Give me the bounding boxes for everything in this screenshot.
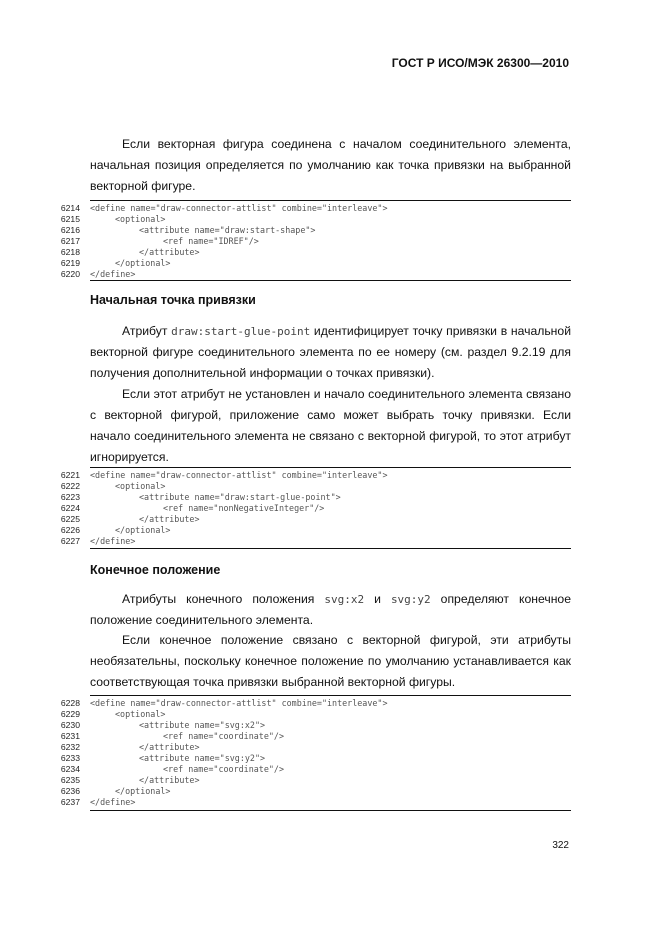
line-number: 6235 [60, 775, 80, 785]
line-number: 6216 [60, 225, 80, 235]
section1-paragraph-2 [90, 384, 571, 468]
section2-paragraph-1 [90, 589, 571, 631]
code-line [0, 525, 661, 535]
code-text: </define> [90, 797, 136, 807]
code-line [0, 247, 661, 257]
code-text: <attribute name="svg:y2"> [139, 753, 266, 763]
code-line [0, 470, 661, 480]
text-run: определяют конечное положение соединительного элемента. [90, 592, 571, 627]
line-number: 6234 [60, 764, 80, 774]
line-number: 6236 [60, 786, 80, 796]
text-run: Атрибут [122, 324, 172, 338]
line-number: 6223 [60, 492, 80, 502]
code-line [0, 203, 661, 213]
code-line [0, 742, 661, 752]
code-text: </define> [90, 269, 136, 279]
code-line [0, 269, 661, 279]
code-line [0, 536, 661, 546]
code-text: <ref name="nonNegativeInteger"/> [163, 503, 325, 513]
code-text: <define name="draw-connector-attlist" combine="interleave"> [90, 203, 388, 213]
code-text: </attribute> [139, 775, 200, 785]
line-number: 6217 [60, 236, 80, 246]
code-text: <attribute name="draw:start-glue-point"> [139, 492, 341, 502]
code-text: </optional> [115, 786, 171, 796]
code-text: <define name="draw-connector-attlist" combine="interleave"> [90, 470, 388, 480]
code-line [0, 720, 661, 730]
section-heading-end-position: Конечное положение [90, 563, 221, 577]
code-line [0, 225, 661, 235]
code-block-top-rule [90, 200, 571, 201]
code-text: </optional> [115, 258, 171, 268]
code-line [0, 753, 661, 763]
line-number: 6231 [60, 731, 80, 741]
code-line [0, 503, 661, 513]
section2-paragraph-2 [90, 630, 571, 693]
code-line [0, 709, 661, 719]
inline-code: svg:y2 [390, 593, 431, 606]
code-block-bottom-rule [90, 280, 571, 281]
code-text: <define name="draw-connector-attlist" combine="interleave"> [90, 698, 388, 708]
code-text: <ref name="coordinate"/> [163, 764, 285, 774]
text-run: идентифицирует точку привязки в начальной векторной фигуре соединительного элемента по ее номеру (см. раздел 9.2.19 для получения дополнительной информации о точках привязки). [90, 324, 572, 380]
code-block-top-rule [90, 467, 571, 468]
line-number: 6215 [60, 214, 80, 224]
line-number: 6227 [60, 536, 80, 546]
code-line [0, 797, 661, 807]
code-text: </attribute> [139, 514, 200, 524]
line-number: 6230 [60, 720, 80, 730]
code-text: <ref name="IDREF"/> [163, 236, 259, 246]
line-number: 6220 [60, 269, 80, 279]
code-line [0, 492, 661, 502]
line-number: 6218 [60, 247, 80, 257]
code-line [0, 258, 661, 268]
code-text: </attribute> [139, 742, 200, 752]
section1-paragraph-1 [90, 321, 571, 384]
code-line [0, 481, 661, 491]
code-block-top-rule [90, 695, 571, 696]
line-number: 6233 [60, 753, 80, 763]
code-text: </define> [90, 536, 136, 546]
code-line [0, 214, 661, 224]
intro-paragraph [90, 134, 571, 197]
code-text: <optional> [115, 214, 166, 224]
line-number: 6219 [60, 258, 80, 268]
line-number: 6225 [60, 514, 80, 524]
code-text: <ref name="coordinate"/> [163, 731, 285, 741]
text-run: Если этот атрибут не установлен и начало соединительного элемента связано с векторной фигурой, приложение само может выбрать точку привязки. Если начало соединительного элемента не связано с векторной фигурой, то этот атрибут игнорируется. [90, 387, 571, 464]
code-block-bottom-rule [90, 548, 571, 549]
code-block-bottom-rule [90, 810, 571, 811]
inline-code: svg:x2 [324, 593, 365, 606]
page-number: 322 [552, 840, 569, 851]
code-line [0, 698, 661, 708]
line-number: 6226 [60, 525, 80, 535]
code-line [0, 236, 661, 246]
line-number: 6228 [60, 698, 80, 708]
text-run: Если конечное положение связано с векторной фигурой, эти атрибуты необязательны, поскольку конечное положение по умолчанию устанавливается как соответствующая точка привязки выбранной векторной фигуры. [90, 633, 571, 689]
line-number: 6221 [60, 470, 80, 480]
text-run: и [364, 592, 391, 606]
code-text: </attribute> [139, 247, 200, 257]
line-number: 6214 [60, 203, 80, 213]
code-line [0, 764, 661, 774]
inline-code: draw:start-glue-point [171, 325, 311, 338]
line-number: 6224 [60, 503, 80, 513]
document-header: ГОСТ Р ИСО/МЭК 26300—2010 [391, 56, 569, 70]
line-number: 6222 [60, 481, 80, 491]
line-number: 6237 [60, 797, 80, 807]
intro-text: Если векторная фигура соединена с началом соединительного элемента, начальная позиция определяется по умолчанию как точка привязки на выбранной векторной фигуре. [90, 137, 571, 193]
code-text: <attribute name="svg:x2"> [139, 720, 266, 730]
code-text: </optional> [115, 525, 171, 535]
code-text: <optional> [115, 481, 166, 491]
code-line [0, 514, 661, 524]
text-run: Атрибуты конечного положения [122, 592, 325, 606]
code-line [0, 731, 661, 741]
code-text: <optional> [115, 709, 166, 719]
line-number: 6229 [60, 709, 80, 719]
code-line [0, 786, 661, 796]
code-line [0, 775, 661, 785]
code-text: <attribute name="draw:start-shape"> [139, 225, 316, 235]
section-heading-start-glue-point: Начальная точка привязки [90, 293, 256, 307]
line-number: 6232 [60, 742, 80, 752]
